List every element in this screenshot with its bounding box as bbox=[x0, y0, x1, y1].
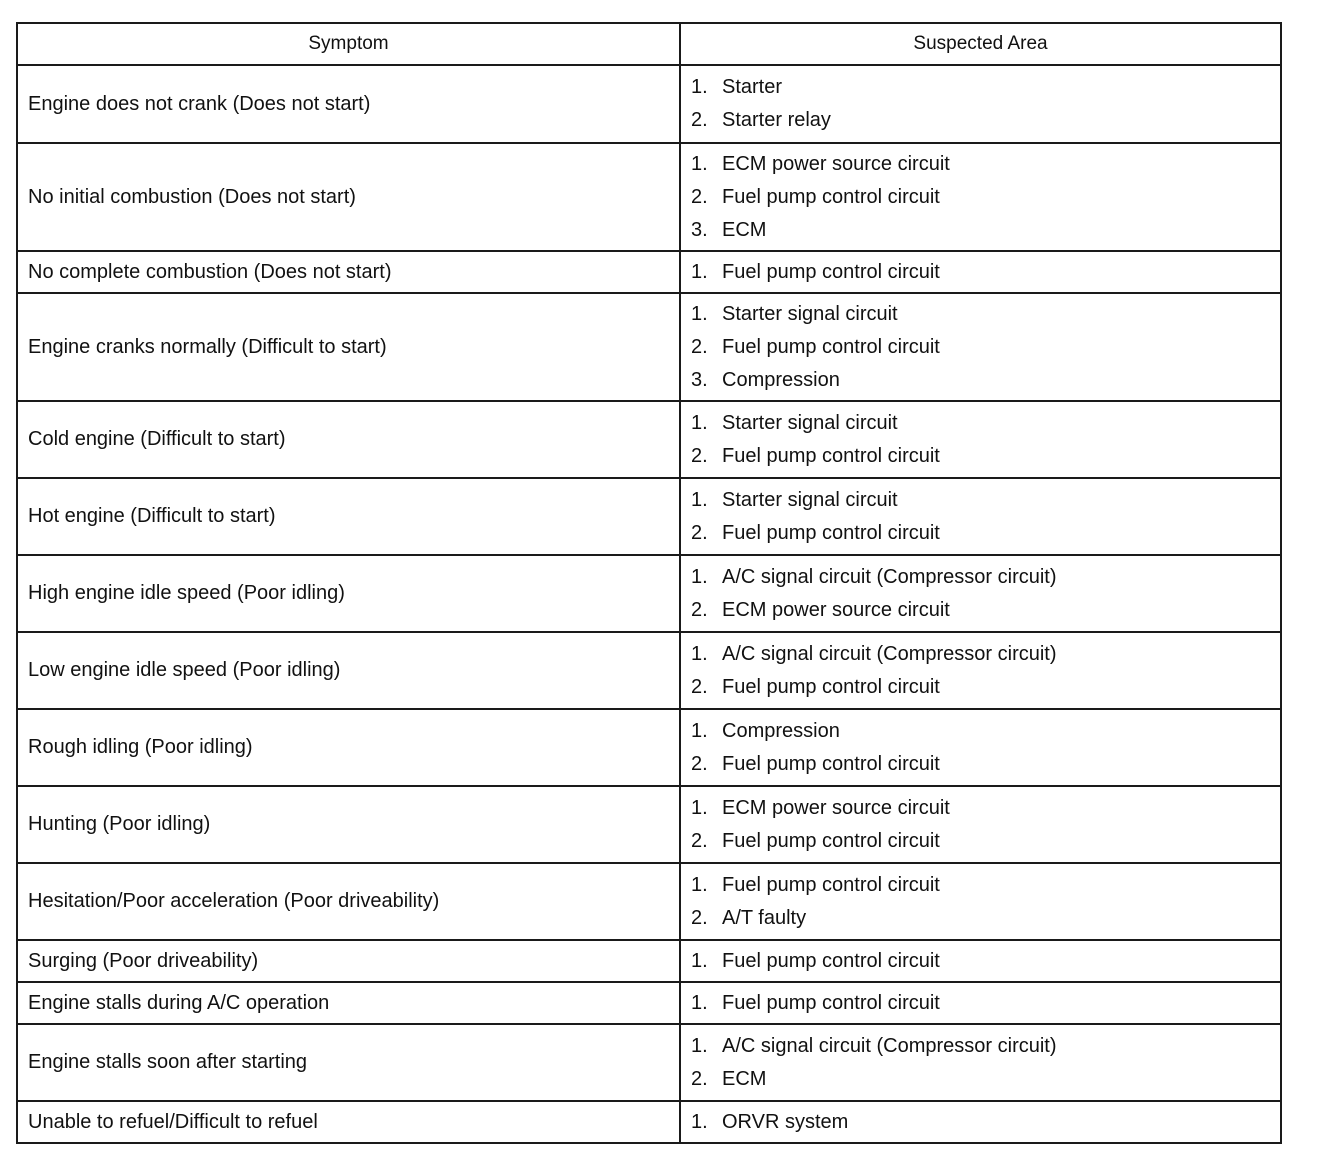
symptom-cell: Surging (Poor driveability) bbox=[17, 940, 680, 982]
suspected-area-item bbox=[691, 748, 1280, 781]
item-text: ECM bbox=[722, 1067, 767, 1090]
item-number: 1. bbox=[691, 719, 708, 742]
item-text: A/C signal circuit (Compressor circuit) bbox=[722, 1034, 1057, 1057]
table-row bbox=[17, 1024, 1281, 1101]
table-body bbox=[17, 65, 1281, 1143]
suspected-area-cell bbox=[680, 143, 1281, 251]
item-number: 2. bbox=[691, 335, 708, 358]
symptom-cell: High engine idle speed (Poor idling) bbox=[17, 555, 680, 632]
suspected-area-item bbox=[691, 407, 1280, 440]
item-number: 2. bbox=[691, 829, 708, 852]
item-number: 2. bbox=[691, 521, 708, 544]
symptom-cell: Unable to refuel/Difficult to refuel bbox=[17, 1101, 680, 1143]
suspected-area-item bbox=[691, 825, 1280, 858]
suspected-area-item bbox=[691, 104, 1280, 137]
suspected-area-item bbox=[691, 214, 1280, 247]
symptom-cell: Engine stalls during A/C operation bbox=[17, 982, 680, 1024]
item-text: ECM bbox=[722, 218, 767, 241]
symptom-table bbox=[16, 22, 1282, 1144]
table-header-row bbox=[17, 23, 1281, 65]
suspected-area-item bbox=[691, 181, 1280, 214]
suspected-area-item bbox=[691, 902, 1280, 935]
suspected-area-item bbox=[691, 594, 1280, 627]
suspected-area-cell bbox=[680, 478, 1281, 555]
table-row bbox=[17, 786, 1281, 863]
suspected-area-item bbox=[691, 945, 1280, 978]
table-row bbox=[17, 478, 1281, 555]
item-text: Fuel pump control circuit bbox=[722, 949, 940, 972]
symptom-cell: No initial combustion (Does not start) bbox=[17, 143, 680, 251]
item-text: Compression bbox=[722, 719, 840, 742]
item-text: ECM power source circuit bbox=[722, 796, 950, 819]
suspected-area-cell bbox=[680, 940, 1281, 982]
item-text: Fuel pump control circuit bbox=[722, 675, 940, 698]
suspected-area-item bbox=[691, 256, 1280, 289]
symptom-cell: Engine does not crank (Does not start) bbox=[17, 65, 680, 143]
suspected-area-item bbox=[691, 987, 1280, 1020]
table-row bbox=[17, 863, 1281, 940]
item-number: 2. bbox=[691, 109, 708, 131]
symptom-cell: Cold engine (Difficult to start) bbox=[17, 401, 680, 478]
item-text: ORVR system bbox=[722, 1110, 849, 1133]
item-number: 1. bbox=[691, 991, 708, 1014]
item-text: Starter bbox=[722, 76, 783, 98]
item-number: 3. bbox=[691, 368, 708, 391]
item-number: 2. bbox=[691, 598, 708, 621]
item-number: 2. bbox=[691, 906, 708, 929]
suspected-area-cell bbox=[680, 1101, 1281, 1143]
table-row bbox=[17, 143, 1281, 251]
item-number: 1. bbox=[691, 76, 708, 98]
table-row bbox=[17, 1101, 1281, 1143]
suspected-area-item bbox=[691, 1063, 1280, 1096]
item-number: 2. bbox=[691, 185, 708, 208]
item-text: Starter signal circuit bbox=[722, 411, 898, 434]
item-text: Fuel pump control circuit bbox=[722, 752, 940, 775]
table-row bbox=[17, 65, 1281, 143]
item-number: 1. bbox=[691, 152, 708, 175]
symptom-cell: No complete combustion (Does not start) bbox=[17, 251, 680, 293]
item-text: Fuel pump control circuit bbox=[722, 991, 940, 1014]
item-number: 1. bbox=[691, 488, 708, 511]
suspected-area-cell bbox=[680, 555, 1281, 632]
symptom-cell: Engine stalls soon after starting bbox=[17, 1024, 680, 1101]
item-number: 1. bbox=[691, 565, 708, 588]
item-text: Fuel pump control circuit bbox=[722, 444, 940, 467]
item-text: Starter relay bbox=[722, 109, 831, 131]
symptom-cell: Hunting (Poor idling) bbox=[17, 786, 680, 863]
suspected-area-item bbox=[691, 715, 1280, 748]
suspected-area-cell bbox=[680, 786, 1281, 863]
item-number: 1. bbox=[691, 642, 708, 665]
suspected-area-item bbox=[691, 148, 1280, 181]
symptom-cell: Rough idling (Poor idling) bbox=[17, 709, 680, 786]
suspected-area-cell bbox=[680, 65, 1281, 143]
item-text: Fuel pump control circuit bbox=[722, 185, 940, 208]
suspected-area-column-header: Suspected Area bbox=[680, 23, 1281, 65]
item-number: 2. bbox=[691, 1067, 708, 1090]
table-row bbox=[17, 555, 1281, 632]
item-number: 2. bbox=[691, 444, 708, 467]
table-row bbox=[17, 251, 1281, 293]
suspected-area-item bbox=[691, 671, 1280, 704]
suspected-area-item bbox=[691, 1106, 1280, 1139]
suspected-area-item bbox=[691, 869, 1280, 902]
item-text: Starter signal circuit bbox=[722, 488, 898, 511]
suspected-area-cell bbox=[680, 251, 1281, 293]
table-row bbox=[17, 982, 1281, 1024]
suspected-area-item bbox=[691, 1030, 1280, 1063]
suspected-area-cell bbox=[680, 982, 1281, 1024]
symptom-cell: Hot engine (Difficult to start) bbox=[17, 478, 680, 555]
item-number: 1. bbox=[691, 260, 708, 283]
suspected-area-cell bbox=[680, 401, 1281, 478]
symptom-cell: Hesitation/Poor acceleration (Poor driveability) bbox=[17, 863, 680, 940]
suspected-area-item bbox=[691, 331, 1280, 364]
symptom-cell: Engine cranks normally (Difficult to start) bbox=[17, 293, 680, 401]
item-number: 1. bbox=[691, 873, 708, 896]
suspected-area-item bbox=[691, 792, 1280, 825]
suspected-area-cell bbox=[680, 632, 1281, 709]
suspected-area-item bbox=[691, 638, 1280, 671]
item-number: 1. bbox=[691, 411, 708, 434]
item-number: 1. bbox=[691, 302, 708, 325]
suspected-area-cell bbox=[680, 863, 1281, 940]
item-text: Fuel pump control circuit bbox=[722, 335, 940, 358]
item-number: 1. bbox=[691, 1110, 708, 1133]
suspected-area-item bbox=[691, 440, 1280, 473]
suspected-area-cell bbox=[680, 1024, 1281, 1101]
item-text: ECM power source circuit bbox=[722, 152, 950, 175]
item-number: 1. bbox=[691, 796, 708, 819]
item-number: 3. bbox=[691, 218, 708, 241]
table-row bbox=[17, 293, 1281, 401]
item-text: A/T faulty bbox=[722, 906, 807, 929]
item-text: Compression bbox=[722, 368, 840, 391]
suspected-area-item bbox=[691, 517, 1280, 550]
table-row bbox=[17, 401, 1281, 478]
suspected-area-cell bbox=[680, 293, 1281, 401]
suspected-area-item bbox=[691, 561, 1280, 594]
item-text: Fuel pump control circuit bbox=[722, 521, 940, 544]
item-number: 1. bbox=[691, 949, 708, 972]
item-text: Fuel pump control circuit bbox=[722, 260, 940, 283]
item-text: Fuel pump control circuit bbox=[722, 873, 940, 896]
item-text: Fuel pump control circuit bbox=[722, 829, 940, 852]
symptom-table-container bbox=[16, 22, 1280, 1144]
table-row bbox=[17, 632, 1281, 709]
item-text: A/C signal circuit (Compressor circuit) bbox=[722, 642, 1057, 665]
item-text: A/C signal circuit (Compressor circuit) bbox=[722, 565, 1057, 588]
suspected-area-item bbox=[691, 71, 1280, 104]
suspected-area-item bbox=[691, 364, 1280, 397]
item-number: 2. bbox=[691, 752, 708, 775]
suspected-area-item bbox=[691, 484, 1280, 517]
item-text: ECM power source circuit bbox=[722, 598, 950, 621]
suspected-area-cell bbox=[680, 709, 1281, 786]
symptom-column-header: Symptom bbox=[17, 23, 680, 65]
suspected-area-item bbox=[691, 298, 1280, 331]
table-row bbox=[17, 709, 1281, 786]
symptom-cell: Low engine idle speed (Poor idling) bbox=[17, 632, 680, 709]
item-number: 2. bbox=[691, 675, 708, 698]
table-row bbox=[17, 940, 1281, 982]
item-text: Starter signal circuit bbox=[722, 302, 898, 325]
item-number: 1. bbox=[691, 1034, 708, 1057]
